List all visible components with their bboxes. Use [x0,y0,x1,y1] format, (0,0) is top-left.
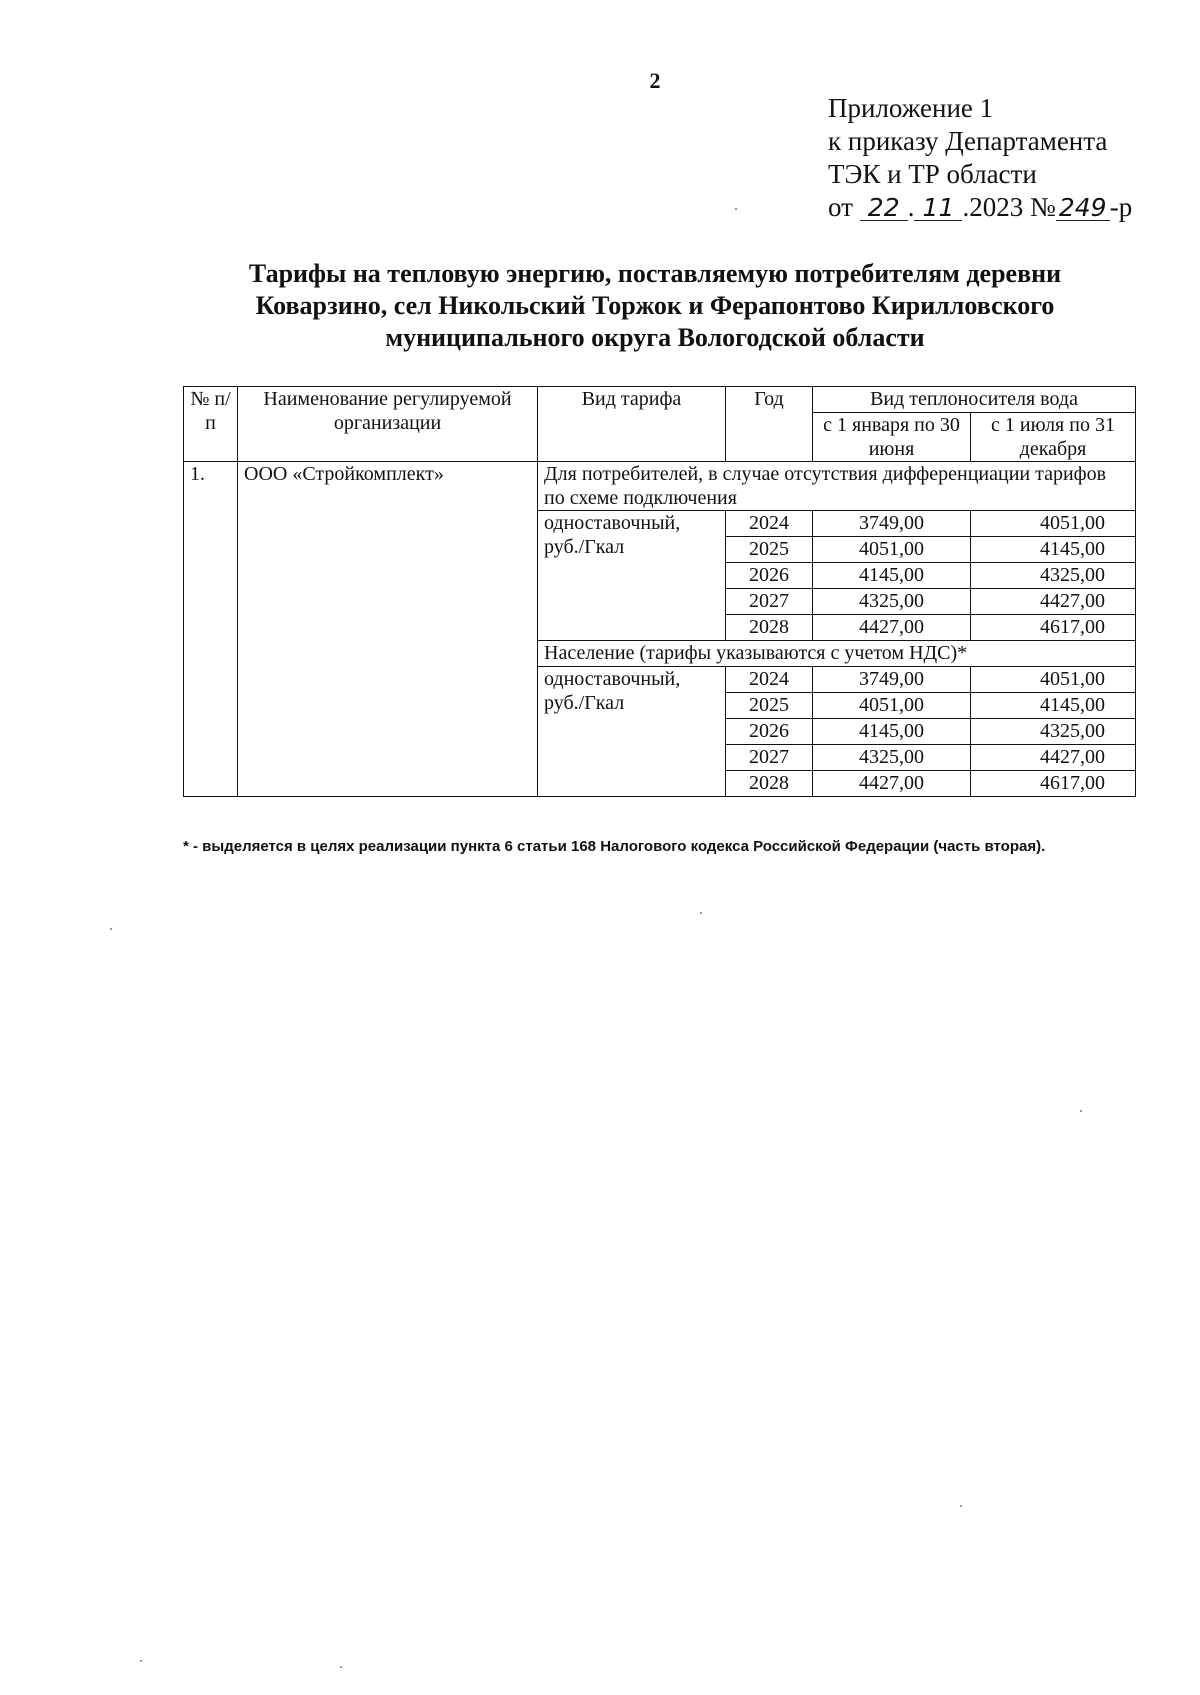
title-line-2: Коварзино, сел Никольский Торжок и Ферапонтово Кирилловского [255,291,1055,320]
header-period-2: с 1 июля по 31 декабря [971,413,1136,462]
scan-speck [110,928,112,930]
year-cell: 2027 [726,589,813,615]
document-title [190,258,1120,354]
appendix-line-3: ТЭК и ТР области [828,159,1037,189]
tariff-h2-cell: 4617,00 [971,615,1136,641]
tariff-table [183,386,1136,797]
year-cell: 2026 [726,719,813,745]
tariff-h2-cell: 4427,00 [971,745,1136,771]
header-org: Наименование регулируемой организации [238,387,538,462]
year-cell: 2028 [726,615,813,641]
tariff-h1-cell: 4427,00 [813,615,971,641]
tariff-h1-cell: 4051,00 [813,537,971,563]
organization-name: ООО «Стройкомплект» [238,462,538,797]
tariff-h2-cell: 4427,00 [971,589,1136,615]
year-cell: 2025 [726,693,813,719]
appendix-line-2: к приказу Департамента [828,126,1108,156]
tariff-h2-cell: 4325,00 [971,719,1136,745]
tariff-h1-cell: 4145,00 [813,719,971,745]
tariff-h1-cell: 3749,00 [813,511,971,537]
year-cell: 2028 [726,771,813,797]
section-heading: Для потребителей, в случае отсутствия дифференциации тарифов по схеме подключения [538,462,1136,511]
year-cell: 2025 [726,537,813,563]
header-year: Год [726,387,813,462]
order-suffix: -р [1109,192,1133,222]
scan-speck [960,1505,962,1507]
year-cell: 2027 [726,745,813,771]
date-prefix: от [828,192,853,222]
header-tariff-type: Вид тарифа [538,387,726,462]
appendix-date-line: от 22 . 11 .2023 № 249 -р [828,192,1133,222]
section-heading: Население (тарифы указываются с учетом НДС)* [538,641,1136,667]
order-number-handwritten: 249 [1056,196,1110,221]
page-number: 2 [649,68,661,93]
section-heading-row [184,462,1136,511]
date-day-handwritten: 22 [860,196,908,221]
tariff-label: одноставочный, руб./Гкал [538,511,726,641]
tariff-h1-cell: 4325,00 [813,745,971,771]
tariff-label: одноставочный, руб./Гкал [538,667,726,797]
tariff-h2-cell: 4051,00 [971,667,1136,693]
date-month-handwritten: 11 [914,196,962,221]
tariff-h1-cell: 4145,00 [813,563,971,589]
tariff-h2-cell: 4145,00 [971,693,1136,719]
row-number: 1. [184,462,238,797]
tariff-h1-cell: 3749,00 [813,667,971,693]
scan-speck [140,1660,142,1662]
scan-speck [700,912,702,914]
table-header-row [184,387,1136,413]
header-carrier: Вид теплоносителя вода [813,387,1136,413]
tariff-h1-cell: 4325,00 [813,589,971,615]
date-year: .2023 № [962,192,1056,222]
footnote: * - выделяется в целях реализации пункта 6 статьи 168 Налогового кодекса Российской Федерации (часть вторая). [183,838,1046,855]
tariff-h2-cell: 4325,00 [971,563,1136,589]
tariff-h2-cell: 4051,00 [971,511,1136,537]
year-cell: 2024 [726,667,813,693]
appendix-block [828,92,1132,224]
header-num: № п/п [184,387,238,462]
year-cell: 2026 [726,563,813,589]
title-line-1: Тарифы на тепловую энергию, поставляемую потребителям деревни [248,259,1062,288]
tariff-h1-cell: 4051,00 [813,693,971,719]
tariff-h2-cell: 4145,00 [971,537,1136,563]
scan-speck [340,1666,342,1668]
scan-speck [735,208,737,210]
scan-speck [1080,1110,1082,1112]
header-period-1: с 1 января по 30 июня [813,413,971,462]
tariff-h1-cell: 4427,00 [813,771,971,797]
tariff-h2-cell: 4617,00 [971,771,1136,797]
title-line-3: муниципального округа Вологодской области [385,323,925,352]
year-cell: 2024 [726,511,813,537]
appendix-line-1: Приложение 1 [828,93,994,123]
